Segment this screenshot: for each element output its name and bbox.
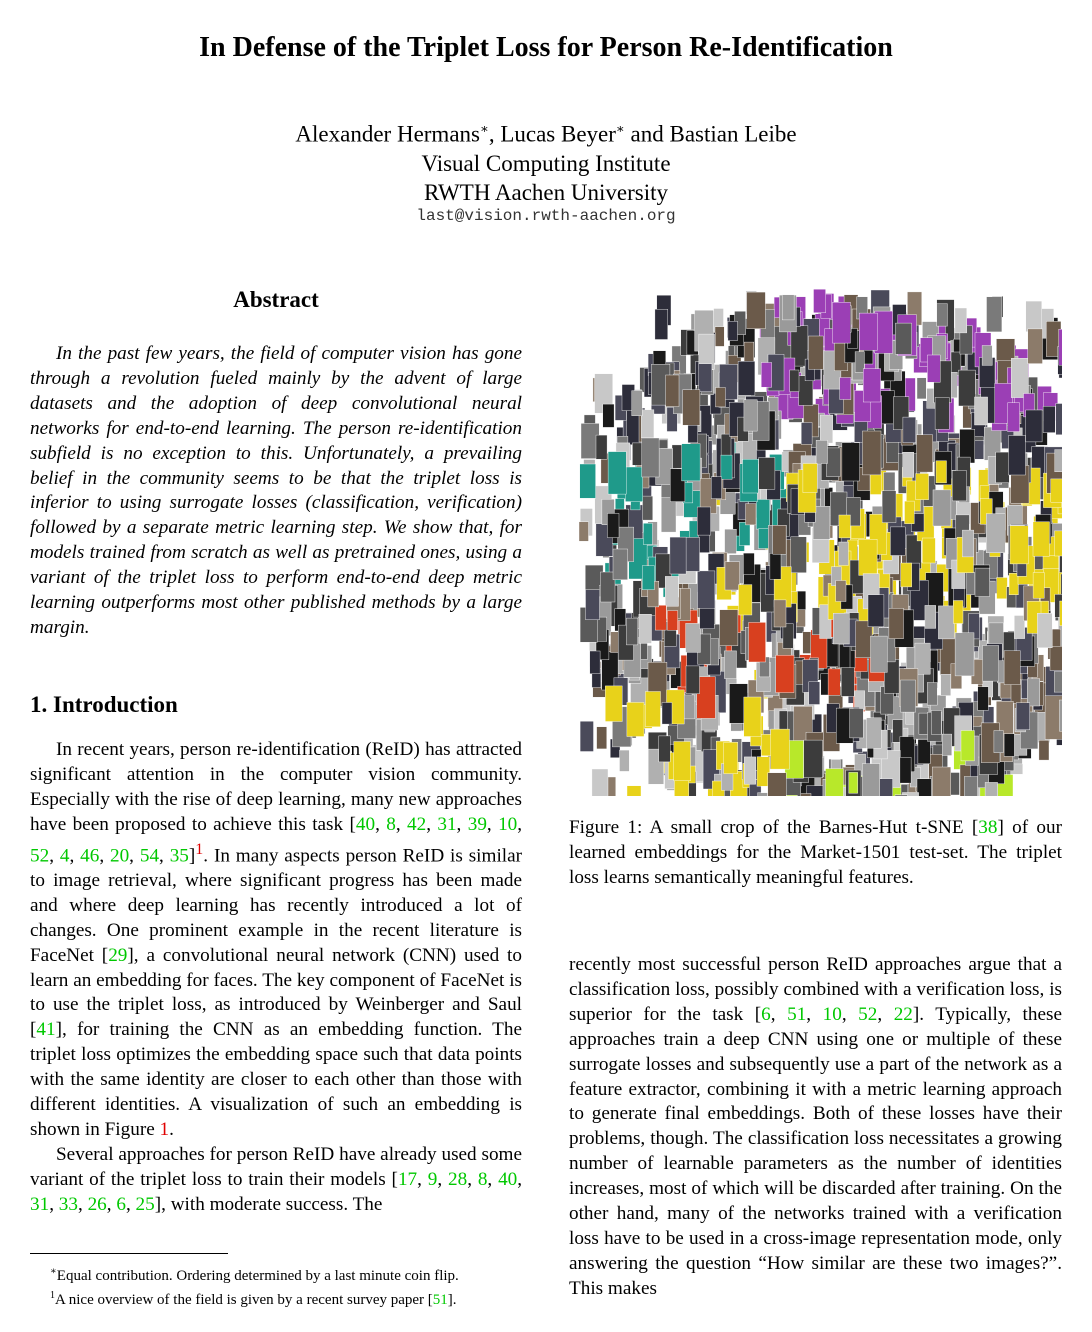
- right-column-body: [569, 953, 1062, 1302]
- person-thumbnail: [596, 435, 607, 459]
- person-thumbnail: [632, 391, 643, 416]
- citation-link[interactable]: 52: [858, 1003, 878, 1025]
- person-thumbnail: [871, 636, 888, 672]
- person-thumbnail: [643, 496, 653, 520]
- person-thumbnail: [942, 734, 952, 755]
- person-thumbnail: [833, 302, 851, 343]
- person-thumbnail: [800, 794, 811, 797]
- footnote-2: $^1$A nice overview of the field is given by a recent survey paper [51].: [50, 1290, 457, 1308]
- person-thumbnail: [744, 342, 754, 364]
- person-thumbnail: [1014, 616, 1024, 639]
- person-thumbnail: [683, 390, 700, 425]
- person-thumbnail: [849, 772, 858, 793]
- person-thumbnail: [725, 529, 737, 553]
- person-thumbnail: [809, 682, 820, 705]
- person-thumbnail: [747, 292, 766, 329]
- person-thumbnail: [662, 703, 672, 725]
- citation-link[interactable]: 17: [397, 1168, 418, 1190]
- person-thumbnail: [724, 651, 736, 679]
- person-thumbnail: [774, 600, 786, 627]
- person-thumbnail: [1055, 450, 1062, 472]
- person-thumbnail: [839, 515, 851, 538]
- person-thumbnail: [579, 522, 589, 542]
- person-thumbnail: [1026, 410, 1042, 442]
- person-thumbnail: [962, 530, 973, 557]
- person-thumbnail: [985, 782, 998, 796]
- citation-link[interactable]: 9: [427, 1168, 438, 1190]
- person-thumbnail: [959, 370, 976, 406]
- person-thumbnail: [919, 713, 928, 734]
- person-thumbnail: [743, 459, 759, 493]
- person-thumbnail: [773, 525, 786, 554]
- citation-link[interactable]: 51: [787, 1003, 807, 1025]
- person-thumbnail: [608, 452, 626, 495]
- person-thumbnail: [850, 709, 864, 738]
- person-thumbnail: [645, 692, 660, 727]
- paper-title: In Defense of the Triplet Loss for Person Re-Identification: [199, 32, 893, 63]
- person-thumbnail: [826, 769, 844, 796]
- person-thumbnail: [580, 464, 596, 498]
- person-thumbnail: [994, 731, 1003, 753]
- person-thumbnail: [1027, 679, 1040, 706]
- person-thumbnail: [1039, 740, 1049, 760]
- citation-link[interactable]: 40: [498, 1168, 518, 1190]
- citation-link[interactable]: 31: [30, 1193, 50, 1215]
- person-thumbnail: [828, 669, 840, 695]
- person-thumbnail: [997, 578, 1008, 599]
- person-thumbnail: [801, 423, 812, 445]
- citation-link[interactable]: 38: [978, 817, 998, 838]
- person-thumbnail: [889, 608, 904, 638]
- person-thumbnail: [1004, 734, 1014, 757]
- person-thumbnail: [1056, 404, 1062, 435]
- person-thumbnail: [749, 622, 766, 662]
- citation-link[interactable]: 54: [139, 845, 160, 867]
- person-thumbnail: [683, 695, 695, 719]
- intro-paragraph-2: Several approaches for person ReID have already used some variant of the triplet loss to train their models [17, 9, 28, 8, 40, 31, 33, 26, 6, 25], with moderate success. The: [30, 1143, 523, 1215]
- citation-link[interactable]: 20: [109, 845, 130, 867]
- person-thumbnail: [895, 795, 907, 796]
- person-thumbnail: [964, 777, 977, 797]
- person-thumbnail: [895, 323, 911, 354]
- person-thumbnail: [918, 739, 930, 763]
- person-thumbnail: [787, 795, 798, 796]
- person-thumbnail: [1004, 651, 1020, 685]
- person-thumbnail: [627, 786, 641, 796]
- citation-link[interactable]: 6: [761, 1003, 771, 1025]
- person-thumbnail: [826, 448, 840, 477]
- person-thumbnail: [975, 441, 984, 460]
- person-thumbnail: [917, 435, 933, 472]
- person-thumbnail: [917, 779, 931, 796]
- person-thumbnail: [996, 452, 1010, 483]
- person-thumbnail: [1060, 601, 1062, 626]
- person-thumbnail: [833, 613, 849, 644]
- person-thumbnail: [639, 614, 652, 643]
- person-thumbnail: [1033, 522, 1050, 557]
- citation-list-1: 40, 8, 42, 31, 39, 10, 52, 4, 46, 20, 54, 35: [30, 813, 523, 867]
- citation-link[interactable]: 8: [386, 813, 396, 835]
- person-thumbnail: [932, 767, 951, 796]
- person-thumbnail: [917, 378, 926, 399]
- person-thumbnail: [987, 297, 1002, 332]
- person-thumbnail: [759, 458, 775, 490]
- author-2: , Lucas Beyer: [488, 121, 616, 147]
- person-thumbnail: [890, 527, 905, 556]
- person-thumbnail: [953, 601, 963, 624]
- person-thumbnail: [592, 769, 608, 796]
- figure-1-caption: Figure 1: A small crop of the Barnes-Hut t-SNE [38] of our learned embeddings for the Market-1501 test-set. The triplet loss learns semantically meaningful features.: [569, 817, 1063, 888]
- person-thumbnail: [955, 308, 967, 333]
- person-thumbnail: [738, 361, 755, 395]
- person-thumbnail: [721, 434, 731, 456]
- person-thumbnail: [816, 440, 827, 463]
- citation-link[interactable]: 28: [448, 1168, 468, 1190]
- person-thumbnail: [770, 553, 781, 579]
- person-thumbnail: [667, 611, 677, 631]
- person-thumbnail: [724, 742, 738, 774]
- person-thumbnail: [1051, 479, 1062, 502]
- person-thumbnail: [744, 400, 757, 431]
- person-thumbnail: [916, 474, 929, 500]
- person-thumbnail: [586, 590, 600, 620]
- person-thumbnail: [882, 491, 896, 523]
- person-thumbnail: [839, 542, 849, 565]
- person-thumbnail: [746, 504, 757, 525]
- person-thumbnail: [1050, 646, 1062, 670]
- person-thumbnail: [771, 729, 790, 769]
- person-thumbnail: [859, 313, 877, 350]
- person-thumbnail: [620, 750, 630, 771]
- citation-link[interactable]: 25: [135, 1193, 155, 1215]
- person-thumbnail: [642, 566, 654, 590]
- person-thumbnail: [867, 718, 882, 749]
- author-2-mark: ∗: [615, 121, 625, 136]
- person-thumbnail: [625, 467, 642, 502]
- person-thumbnail: [975, 568, 990, 596]
- person-thumbnail: [925, 605, 936, 628]
- person-thumbnail: [728, 321, 738, 340]
- person-thumbnail: [758, 793, 768, 796]
- person-thumbnail: [905, 501, 915, 524]
- person-thumbnail: [744, 757, 755, 784]
- person-thumbnail: [862, 764, 879, 796]
- person-thumbnail: [950, 773, 959, 796]
- person-thumbnail: [603, 404, 614, 427]
- citation-link[interactable]: 33: [58, 1193, 78, 1215]
- person-thumbnail: [841, 668, 854, 697]
- person-thumbnail: [1054, 672, 1062, 693]
- citation-link[interactable]: 46: [80, 845, 100, 867]
- person-thumbnail: [927, 355, 940, 382]
- footnote-rule: [30, 1253, 228, 1254]
- person-thumbnail: [983, 646, 999, 682]
- person-thumbnail: [839, 644, 850, 668]
- author-email[interactable]: last@vision.rwth-aachen.org: [416, 207, 676, 225]
- citation-link[interactable]: 31: [437, 813, 457, 835]
- person-thumbnail: [670, 537, 686, 574]
- person-thumbnail: [715, 327, 724, 347]
- citation-list-2: 17, 9, 28, 8, 40, 31, 33, 26, 6, 25: [30, 1168, 523, 1215]
- abstract-heading: Abstract: [233, 287, 319, 312]
- figure-link[interactable]: 1: [159, 1118, 170, 1140]
- person-thumbnail: [626, 618, 637, 645]
- citation-link[interactable]: 22: [893, 1003, 913, 1025]
- person-thumbnail: [1016, 703, 1029, 730]
- person-thumbnail: [768, 773, 787, 796]
- citation-link[interactable]: 40: [355, 813, 376, 835]
- person-thumbnail: [936, 461, 947, 483]
- person-thumbnail: [941, 674, 951, 695]
- person-thumbnail: [1043, 406, 1055, 432]
- person-thumbnail: [922, 538, 935, 563]
- person-thumbnail: [900, 757, 911, 783]
- person-thumbnail: [756, 499, 769, 529]
- tsne-mosaic-image: [579, 289, 1062, 796]
- person-thumbnail: [665, 576, 678, 606]
- person-thumbnail: [901, 680, 916, 712]
- citation-link[interactable]: 41: [36, 1019, 56, 1041]
- person-thumbnail: [661, 498, 676, 533]
- person-thumbnail: [859, 539, 877, 575]
- person-thumbnail: [655, 309, 668, 339]
- footnote-link-1[interactable]: 1: [195, 840, 204, 858]
- person-thumbnail: [868, 595, 884, 627]
- left-column-body: [30, 738, 522, 1218]
- citation-link[interactable]: 4: [59, 845, 70, 867]
- person-thumbnail: [978, 687, 989, 711]
- person-thumbnail: [686, 623, 701, 652]
- person-thumbnail: [1010, 526, 1028, 564]
- person-thumbnail: [725, 562, 740, 590]
- citation-link[interactable]: 10: [498, 813, 518, 835]
- person-thumbnail: [790, 370, 799, 392]
- person-thumbnail: [758, 529, 768, 549]
- person-thumbnail: [688, 423, 698, 443]
- person-thumbnail: [590, 651, 600, 674]
- person-thumbnail: [952, 471, 966, 501]
- person-thumbnail: [739, 585, 752, 615]
- person-thumbnail: [761, 363, 772, 388]
- citation-link[interactable]: 42: [407, 813, 427, 835]
- person-thumbnail: [743, 553, 754, 575]
- author-1: Alexander Hermans: [295, 121, 480, 147]
- person-thumbnail: [1008, 403, 1020, 432]
- person-thumbnail: [674, 742, 691, 781]
- person-thumbnail: [903, 417, 916, 443]
- citation-link[interactable]: 6: [116, 1193, 126, 1215]
- person-thumbnail: [739, 522, 750, 545]
- person-thumbnail: [711, 477, 721, 499]
- author-block: [0, 114, 1092, 207]
- person-thumbnail: [627, 702, 644, 736]
- person-thumbnail: [697, 571, 715, 608]
- person-thumbnail: [721, 455, 732, 479]
- person-thumbnail: [613, 549, 628, 580]
- citation-list-3: 6, 51, 10, 52, 22: [761, 1003, 913, 1025]
- person-thumbnail: [809, 336, 824, 369]
- person-thumbnail: [901, 563, 912, 587]
- person-thumbnail: [870, 473, 881, 495]
- citation-link[interactable]: 35: [169, 845, 189, 867]
- footnote-1: ∗Equal contribution. Ordering determined by a last minute coin flip.: [50, 1266, 459, 1284]
- person-thumbnail: [655, 605, 666, 630]
- person-thumbnail: [1033, 573, 1044, 599]
- person-thumbnail: [716, 388, 726, 407]
- person-thumbnail: [682, 444, 701, 481]
- person-thumbnail: [791, 537, 807, 573]
- tsne-embedding-figure: [579, 289, 1062, 796]
- person-thumbnail: [1059, 700, 1062, 731]
- person-thumbnail: [862, 431, 881, 475]
- person-thumbnail: [607, 513, 619, 537]
- person-thumbnail: [986, 514, 1005, 553]
- footnotes: [30, 1262, 522, 1310]
- person-thumbnail: [1037, 613, 1052, 648]
- citation-link[interactable]: 26: [87, 1193, 107, 1215]
- person-thumbnail: [935, 397, 949, 429]
- citation-link[interactable]: 8: [477, 1168, 488, 1190]
- person-thumbnail: [1026, 301, 1042, 332]
- person-thumbnail: [1055, 531, 1063, 556]
- person-thumbnail: [783, 624, 793, 649]
- person-thumbnail: [938, 606, 954, 639]
- person-thumbnail: [597, 727, 607, 749]
- person-thumbnail: [720, 610, 738, 646]
- citation-link[interactable]: 39: [467, 813, 487, 835]
- author-names: [0, 114, 1092, 149]
- person-thumbnail: [1028, 329, 1043, 364]
- person-thumbnail: [697, 507, 710, 535]
- person-thumbnail: [1011, 358, 1028, 397]
- person-thumbnail: [782, 295, 794, 320]
- person-thumbnail: [642, 438, 659, 477]
- person-thumbnail: [1009, 436, 1026, 476]
- person-thumbnail: [643, 523, 652, 544]
- person-thumbnail: [927, 683, 937, 706]
- person-thumbnail: [955, 633, 974, 676]
- citation-link[interactable]: 29: [108, 944, 128, 966]
- person-thumbnail: [686, 666, 700, 694]
- person-thumbnail: [975, 397, 988, 425]
- person-thumbnail: [776, 655, 794, 692]
- author-3: and Bastian Leibe: [624, 121, 797, 147]
- abstract-text: In the past few years, the field of computer vision has gone through a revolution fueled mainly by the advent of large datasets and the adoption of deep convolutional neural networks for end-to-end learning. The person re-identification subfield is no exception to this. Unfortunately, a prevailing belief in the community seems to be that the triplet loss is inferior to using surrogate losses (classification, verification) followed by a separate metric learning step. We show that, for models trained from scratch as well as pretrained ones, using a variant of the triplet loss to perform end-to-end deep metric learning outperforms most other published methods by a large margin.: [30, 343, 522, 638]
- person-thumbnail: [580, 721, 593, 751]
- person-thumbnail: [605, 686, 622, 722]
- person-thumbnail: [937, 304, 948, 326]
- person-thumbnail: [803, 464, 817, 493]
- person-thumbnail: [744, 697, 761, 737]
- person-thumbnail: [933, 490, 951, 526]
- person-thumbnail: [836, 581, 846, 602]
- citation-link[interactable]: 10: [822, 1003, 842, 1025]
- person-thumbnail: [672, 445, 682, 468]
- person-thumbnail: [982, 346, 992, 366]
- person-thumbnail: [840, 378, 851, 400]
- author-1-mark: ∗: [479, 121, 489, 136]
- section-heading-introduction: 1. Introduction: [30, 692, 178, 717]
- person-thumbnail: [931, 711, 941, 735]
- person-thumbnail: [1059, 329, 1062, 365]
- person-thumbnail: [961, 731, 974, 761]
- person-thumbnail: [820, 415, 833, 443]
- person-thumbnail: [863, 369, 880, 402]
- person-thumbnail: [666, 375, 679, 407]
- person-thumbnail: [903, 452, 914, 477]
- affiliation-1: Visual Computing Institute: [421, 150, 671, 176]
- intro-paragraph-3: recently most successful person ReID approaches argue that a classification loss, possibly combined with a verification loss, is superior for the task [6, 51, 10, 52, 22]. Typically, these approaches train a deep CNN using one or multiple of these surrogate losses and subsequently use a part of the network as a feature extractor, combining it with a metric learning approach to generate final embeddings. Both of these losses have their problems, though. The classification loss necessitates a growing number of learnable parameters as the number of identities increases, most of which will be discarded after training. On the other hand, many of the networks trained with a verification loss have to be used in a cross-image representation mode, only answering the question “How similar are these two images?”. This makes: [569, 954, 1062, 1299]
- person-thumbnail: [842, 443, 860, 481]
- person-thumbnail: [659, 736, 671, 762]
- intro-paragraph-1: In recent years, person re-identification (ReID) has attracted significant attention in the computer vision community. Especially with the rise of deep learning, many new approaches have been proposed to achieve this task [40, 8, 42, 31, 39, 10, 52, 4, 46, 20, 54, 35]$^1$. In many aspects person ReID is similar to image retrieval, where significant progress has been made and where deep learning has recently introduced a lot of changes. One prominent example in the recent literature is FaceNet [29], a convolutional neural network (CNN) used to learn an embedding for faces. The key component of FaceNet is to use the triplet loss, as introduced by Weinberger and Saul [41], for training the CNN as an embedding function. The triplet loss optimizes the embedding space such that data points with the same identity are closer to each other than those with different identities. A visualization of such an embedding is shown in Figure 1.: [30, 739, 523, 1140]
- person-thumbnail: [804, 740, 823, 778]
- person-thumbnail: [641, 410, 654, 438]
- affiliation-2: RWTH Aachen University: [423, 179, 668, 205]
- citation-link[interactable]: 51: [432, 1292, 448, 1308]
- person-thumbnail: [814, 289, 826, 313]
- person-thumbnail: [699, 364, 712, 392]
- citation-link[interactable]: 52: [30, 845, 50, 867]
